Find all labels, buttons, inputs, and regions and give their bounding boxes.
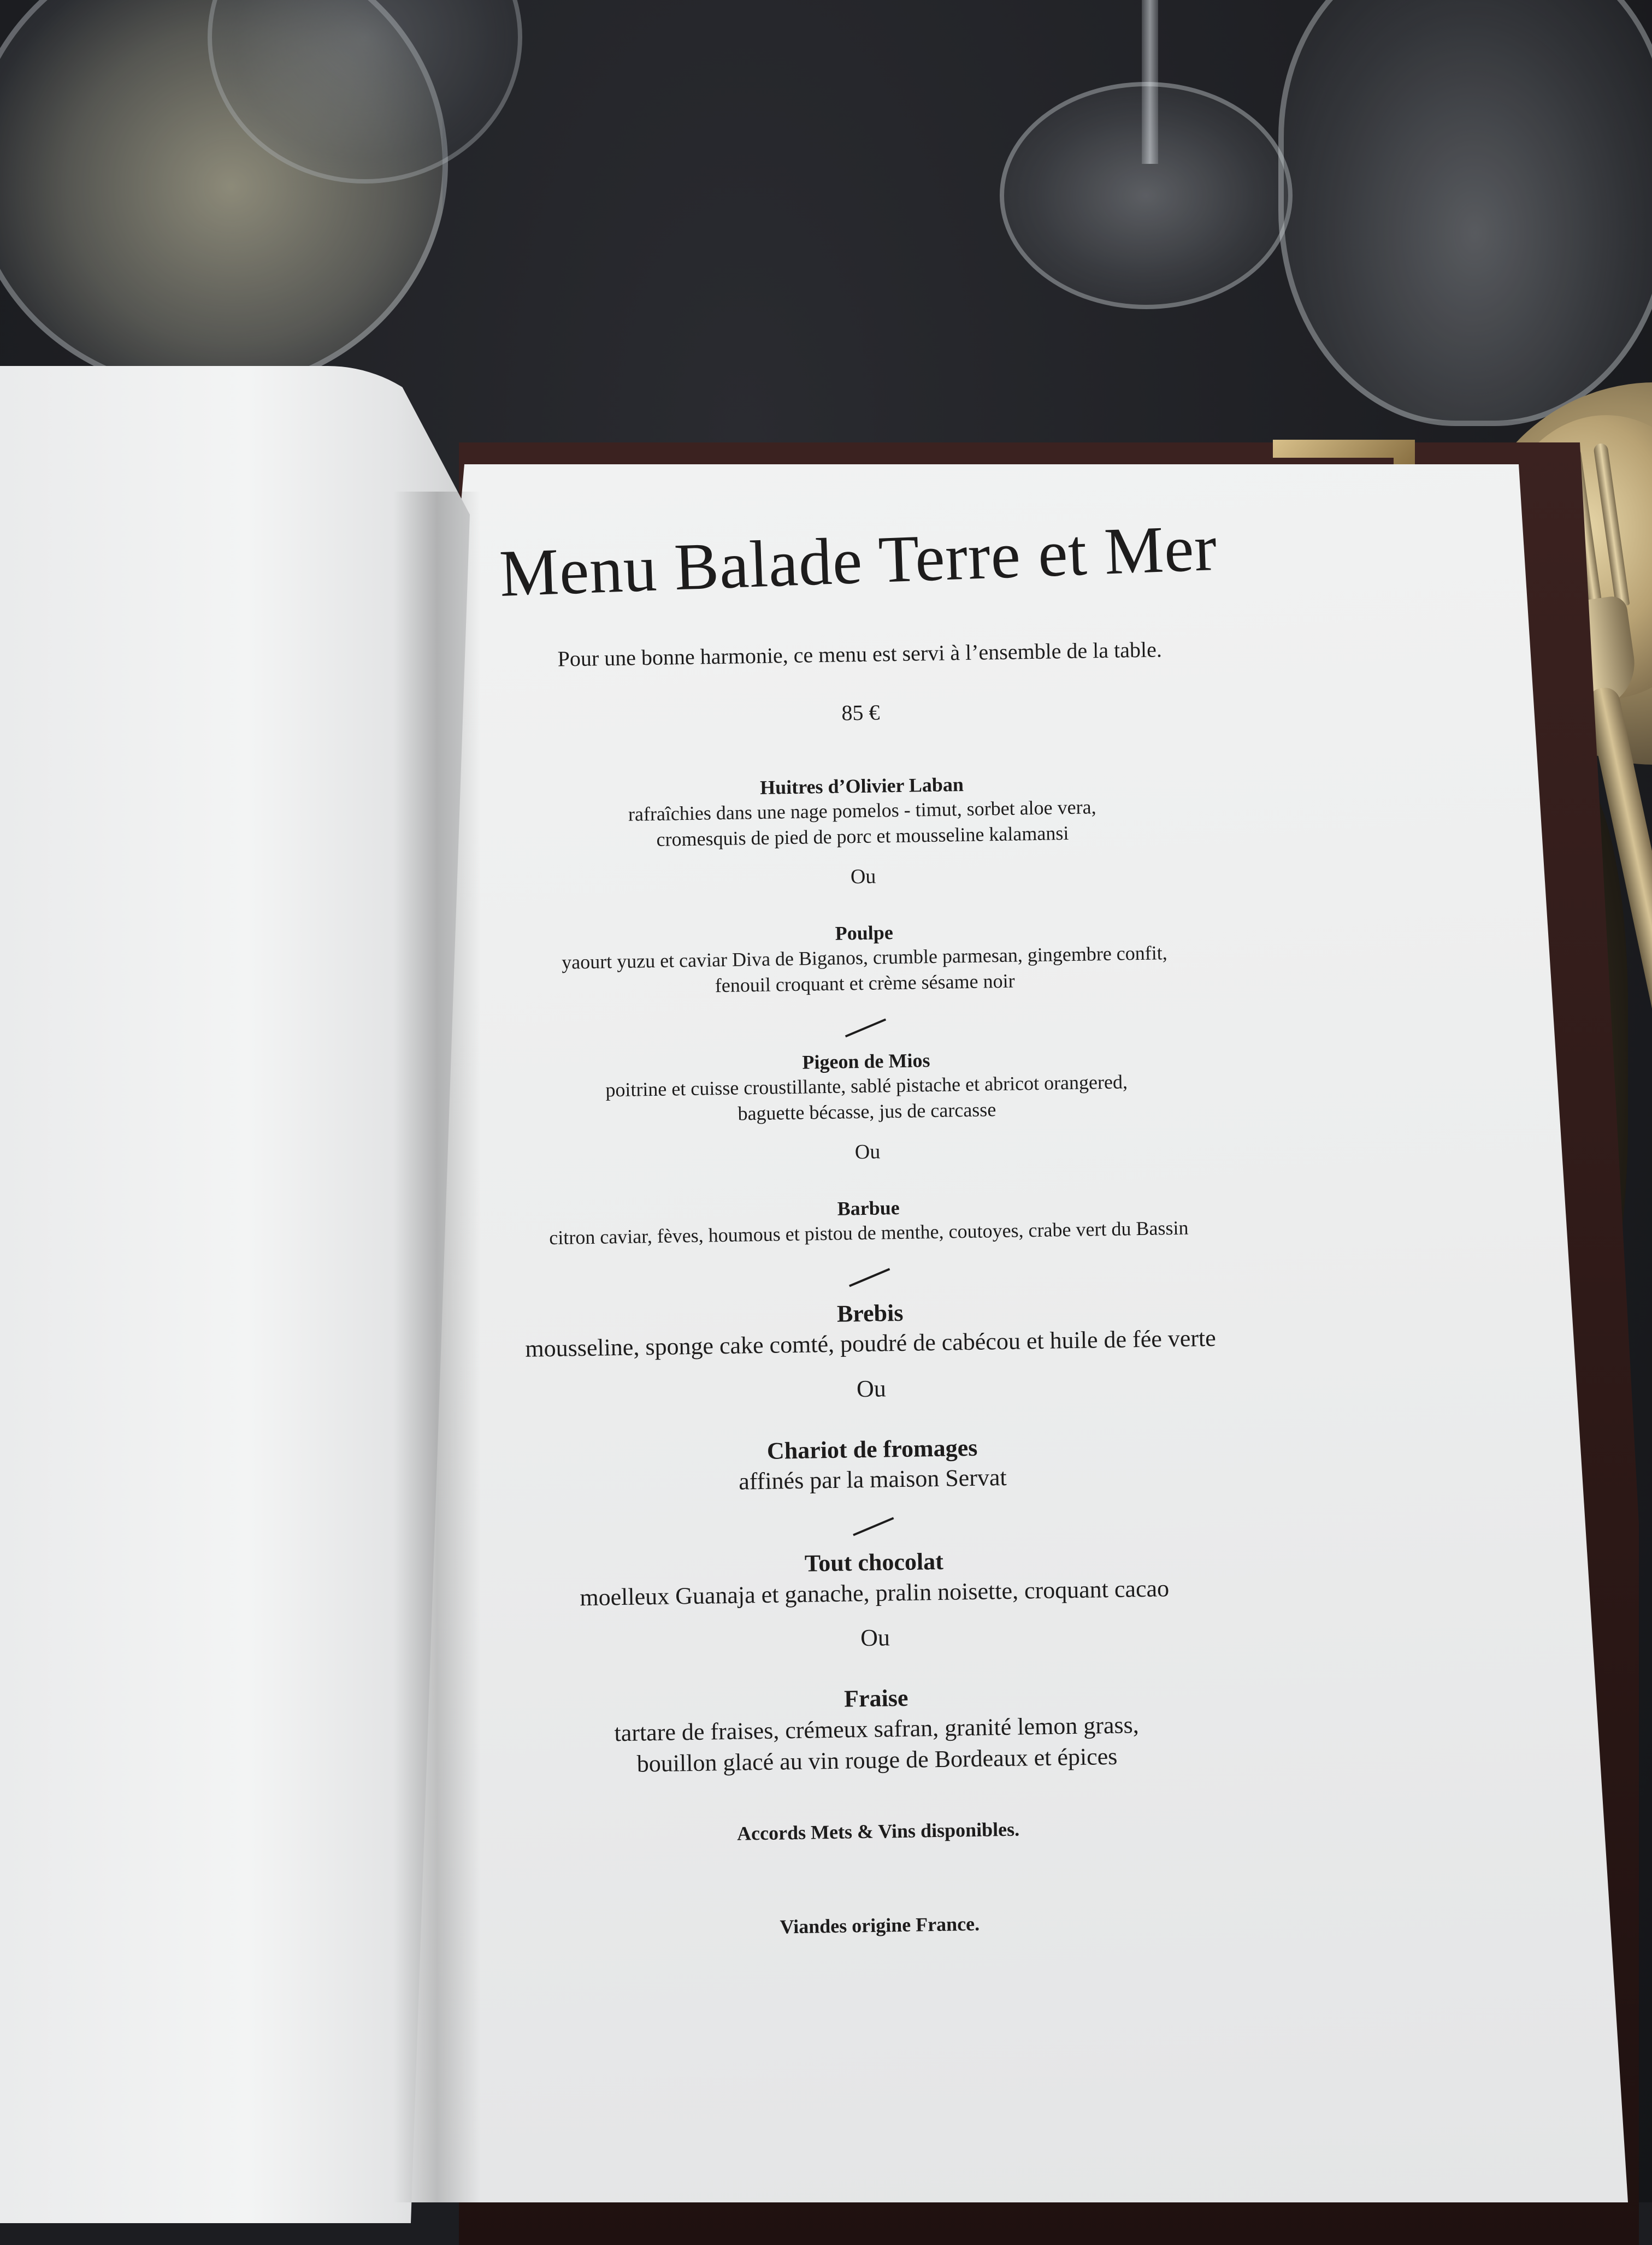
dish-name: Tout chocolat bbox=[804, 1548, 944, 1578]
or-label: Ou bbox=[860, 1624, 890, 1652]
water-glass-right bbox=[1278, 0, 1652, 426]
meat-origin-note: Viandes origine France. bbox=[780, 1912, 980, 1938]
dish-description: affinés par la maison Servat bbox=[738, 1464, 1007, 1495]
dish-description: poitrine et cuisse croustillante, sablé pistache et abricot orangered, baguette bécasse, jus de carcasse bbox=[605, 1071, 1128, 1125]
or-label: Ou bbox=[850, 865, 876, 889]
dish bbox=[445, 1043, 1288, 1131]
dish-name: Brebis bbox=[836, 1299, 904, 1327]
dish-name: Barbue bbox=[837, 1196, 900, 1220]
dish bbox=[447, 1190, 1289, 1252]
dish-description: yaourt yuzu et caviar Diva de Biganos, crumble parmesan, gingembre confit, fenouil croquant et crème sésame noir bbox=[561, 942, 1168, 997]
wine-glass-stem bbox=[1142, 0, 1158, 164]
dish-description: rafraîchies dans une nage pomelos - timut, sorbet aloe vera, cromesquis de pied de porc et mousseline kalamansi bbox=[628, 796, 1096, 851]
dish-description: mousseline, sponge cake comté, poudré de cabécou et huile de fée verte bbox=[525, 1325, 1217, 1363]
dish-name: Poulpe bbox=[835, 921, 894, 944]
menu-price: 85 € bbox=[841, 700, 880, 725]
dish-name: Fraise bbox=[843, 1685, 908, 1713]
menu-content bbox=[437, 510, 1300, 1943]
dish bbox=[455, 1678, 1297, 1782]
or-label: Ou bbox=[854, 1140, 881, 1163]
dish-description: moelleux Guanaja et ganache, pralin noisette, croquant cacao bbox=[580, 1575, 1170, 1611]
dish bbox=[441, 768, 1283, 856]
dish-name: Chariot de fromages bbox=[766, 1434, 978, 1464]
dish-description: citron caviar, fèves, houmous et pistou de menthe, coutoyes, crabe vert du Bassin bbox=[549, 1216, 1189, 1249]
dish-name: Pigeon de Mios bbox=[802, 1049, 930, 1073]
or-label: Ou bbox=[856, 1374, 887, 1402]
dish-name: Huitres d’Olivier Laban bbox=[759, 773, 964, 799]
wine-pairing-note: Accords Mets & Vins disponibles. bbox=[736, 1818, 1020, 1845]
menu-title: Menu Balade Terre et Mer bbox=[498, 510, 1219, 611]
dish-description: tartare de fraises, crémeux safran, granité lemon grass, bouillon glacé au vin rouge de Bordeaux et épices bbox=[614, 1711, 1140, 1778]
dish bbox=[444, 915, 1286, 1003]
dish bbox=[451, 1428, 1294, 1502]
menu-intro: Pour une bonne harmonie, ce menu est servi à l’ensemble de la table. bbox=[557, 637, 1163, 671]
